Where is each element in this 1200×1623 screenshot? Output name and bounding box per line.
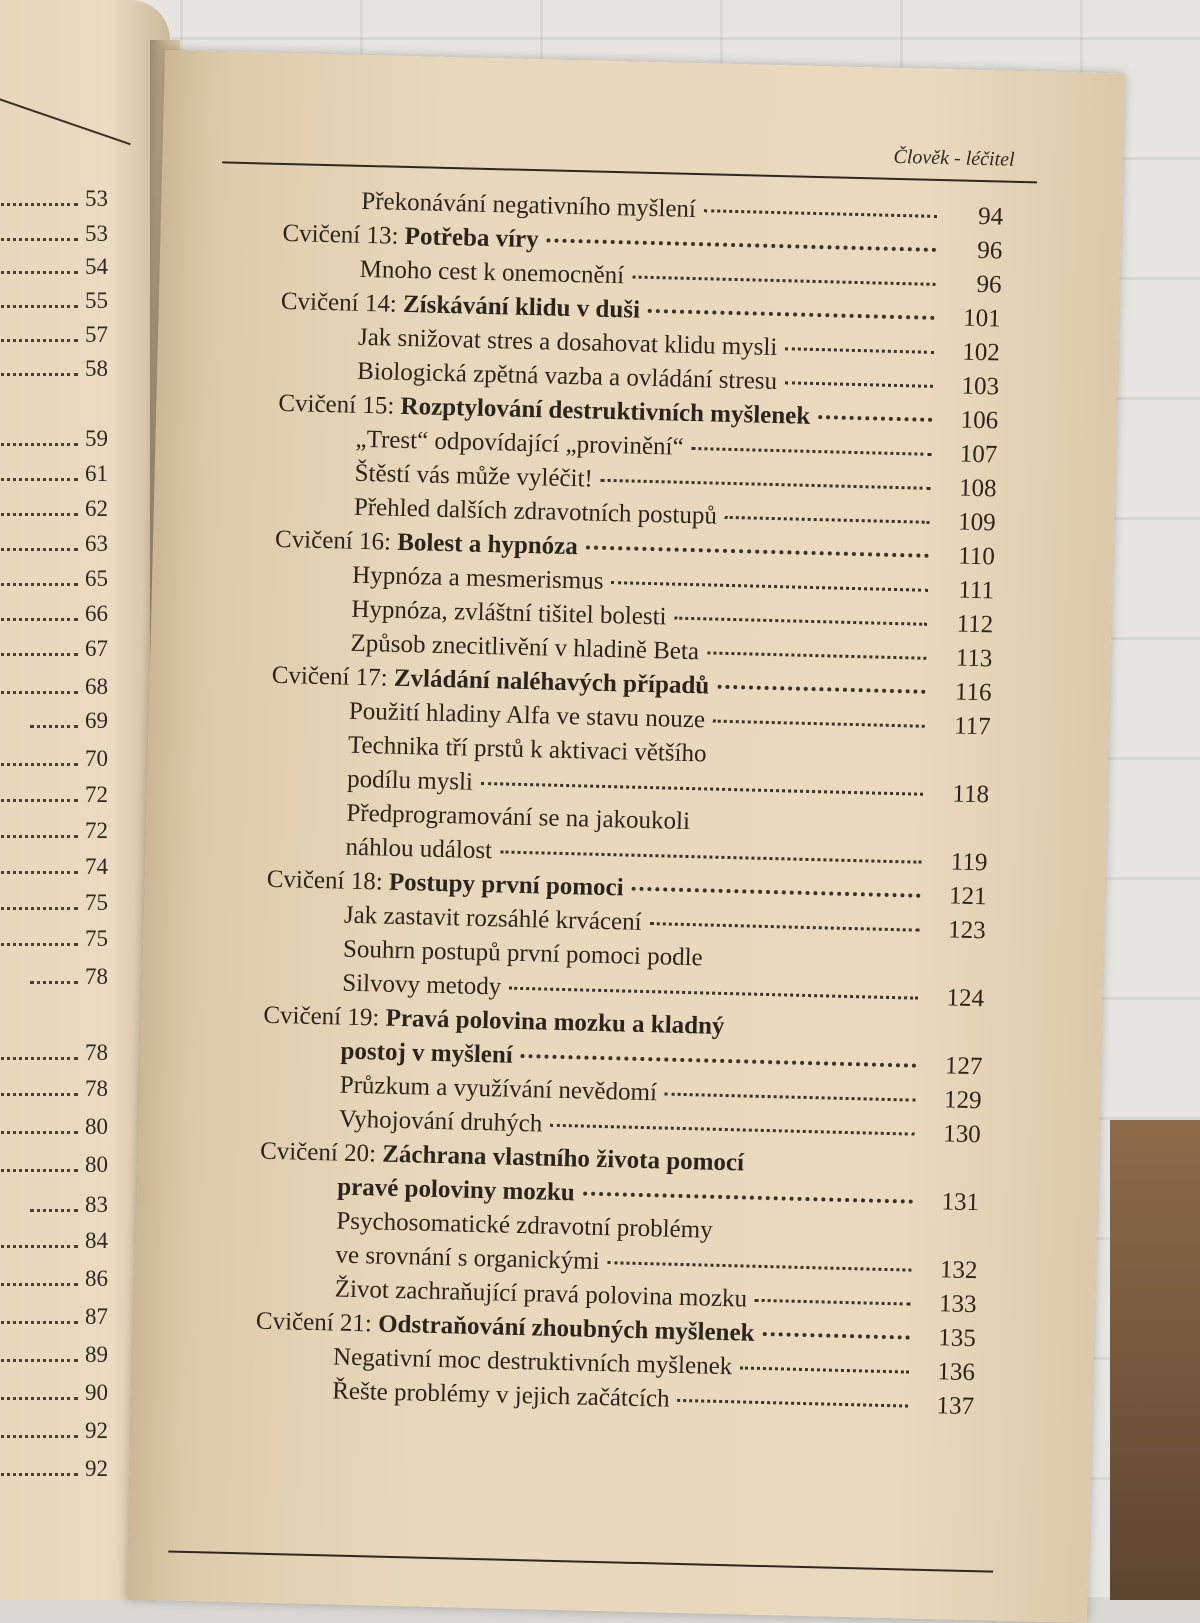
page-number: 106 <box>960 406 999 435</box>
dot-leader <box>0 238 78 241</box>
page-number: 96 <box>976 270 1002 299</box>
page-number: 96 <box>977 236 1003 265</box>
page-number: 127 <box>944 1052 983 1081</box>
dot-leader <box>0 1283 78 1286</box>
dot-leader <box>0 271 78 274</box>
left-entry <box>0 248 130 280</box>
dot-leader <box>0 1397 78 1400</box>
dot-leader <box>500 850 921 863</box>
exercise-number: Cvičení 15: <box>278 389 401 420</box>
page-number <box>920 1175 980 1176</box>
left-entry-page-number: 58 <box>85 356 108 381</box>
left-entry-page-number: 78 <box>85 964 108 989</box>
toc-entry-label: Překonávání negativního myšlení <box>361 187 697 224</box>
page-number <box>923 1039 983 1040</box>
left-entry <box>0 1222 130 1254</box>
page-number: 131 <box>941 1188 980 1217</box>
toc-entry-label: Vyhojování druhých <box>338 1105 543 1138</box>
dot-leader <box>732 1029 917 1034</box>
footer-rule <box>168 1551 993 1573</box>
exercise-title: Postupy první pomoci <box>388 868 624 902</box>
dot-leader <box>0 871 78 874</box>
toc-entry-label: Přehled dalších zdravotních postupů <box>353 493 718 530</box>
page-number <box>925 971 985 972</box>
page-number: 101 <box>962 304 1002 333</box>
toc-entry-label: Mnoho cest k onemocnění <box>359 255 625 290</box>
left-entry <box>0 1186 130 1218</box>
left-entry-page-number: 75 <box>85 890 108 915</box>
page-number: 119 <box>950 848 988 877</box>
dot-leader <box>0 1321 78 1324</box>
dot-leader <box>0 653 78 656</box>
exercise-title: postoj v myšlení <box>340 1037 514 1069</box>
left-entry <box>0 702 130 734</box>
page-number: 94 <box>977 202 1004 231</box>
left-entry <box>0 884 130 916</box>
left-entry <box>0 316 130 348</box>
dot-leader <box>30 981 78 984</box>
left-entry-page-number: 72 <box>85 818 108 843</box>
left-entry-page-number: 75 <box>85 926 108 951</box>
dot-leader <box>0 1169 78 1172</box>
page-number: 107 <box>959 440 998 469</box>
page-number: 124 <box>946 984 985 1013</box>
exercise-title: Zvládání naléhavých případů <box>393 664 710 700</box>
left-entry-page-number: 65 <box>85 566 108 591</box>
left-entry-page-number: 84 <box>85 1228 108 1253</box>
exercise-number: Cvičení 18: <box>266 865 390 896</box>
left-entry-page-number: 66 <box>85 601 108 626</box>
dot-leader <box>0 618 78 621</box>
dot-leader <box>0 513 78 516</box>
exercise-number: Cvičení 17: <box>271 661 395 692</box>
exercise-title: Záchrana vlastního života pomocí <box>381 1140 745 1177</box>
dot-leader <box>0 763 78 766</box>
exercise-title: Bolest a hypnóza <box>396 528 579 561</box>
exercise-title: Rozptylování destruktivních myšlenek <box>400 392 811 430</box>
toc-entry-label <box>340 1035 513 1073</box>
dot-leader <box>0 548 78 551</box>
dot-leader <box>713 720 925 728</box>
dot-leader <box>509 987 918 1000</box>
left-entry <box>0 776 130 808</box>
page-number: 130 <box>942 1120 982 1149</box>
toc-entry-label: Negativní moc destruktivních myšlenek <box>332 1343 733 1381</box>
exercise-title: Pravá polovina mozku a kladný <box>385 1004 725 1040</box>
left-entry <box>0 848 130 880</box>
toc-entry-label: Použití hladiny Alfa ve stavu nouze <box>348 697 706 734</box>
toc-entry-label: podílu mysli <box>346 765 474 796</box>
page-number: 133 <box>938 1290 977 1319</box>
dot-leader <box>632 887 921 898</box>
dot-leader <box>740 1366 909 1373</box>
dot-leader <box>0 943 78 946</box>
exercise-number: Cvičení 16: <box>274 525 398 556</box>
dot-leader <box>0 835 78 838</box>
dot-leader <box>0 305 78 308</box>
dot-leader <box>0 339 78 342</box>
dot-leader <box>608 1261 912 1271</box>
dot-leader <box>707 651 926 659</box>
dot-leader <box>0 691 78 694</box>
toc-entry-label: Biologická zpětná vazba a ovládání stresu <box>356 357 778 396</box>
left-entry <box>0 1298 130 1330</box>
page-number <box>930 767 990 768</box>
left-entry <box>0 630 130 662</box>
page-number: 129 <box>943 1086 982 1115</box>
dot-leader <box>547 238 937 252</box>
left-entry <box>0 490 130 522</box>
left-entry-page-number: 57 <box>85 322 108 347</box>
dot-leader <box>692 447 932 456</box>
toc-entry-label: Hypnóza, zvláštní tišitel bolesti <box>351 595 667 631</box>
toc-entry-label: Souhrn postupů první pomoci podle <box>342 935 704 972</box>
left-entry <box>0 1070 130 1102</box>
dot-leader <box>0 1359 78 1362</box>
toc-entry-label: Hypnóza a mesmerismus <box>351 561 604 595</box>
dot-leader <box>752 1166 914 1170</box>
right-page <box>127 50 1125 1623</box>
left-entry-page-number: 78 <box>85 1040 108 1065</box>
left-entry-page-number: 53 <box>85 221 108 246</box>
dot-leader <box>714 757 923 762</box>
left-entry <box>0 560 130 592</box>
dot-leader <box>0 1435 78 1438</box>
wooden-floor <box>1110 1120 1200 1600</box>
left-entry-page-number: 68 <box>85 674 108 699</box>
dot-leader <box>677 1399 908 1408</box>
dot-leader <box>0 1131 78 1134</box>
left-entry <box>0 812 130 844</box>
page-number: 118 <box>952 780 990 809</box>
page-number: 109 <box>957 508 997 537</box>
exercise-number: Cvičení 21: <box>255 1307 379 1338</box>
dot-leader <box>30 725 78 728</box>
left-entry-page-number: 53 <box>85 186 108 211</box>
left-entry-page-number: 74 <box>85 854 108 879</box>
dot-leader <box>0 373 78 376</box>
toc-entry-label: náhlou událost <box>345 833 493 865</box>
left-entry-page-number: 70 <box>85 746 108 771</box>
page-number: 110 <box>957 542 996 571</box>
exercise-number: Cvičení 20: <box>259 1137 383 1168</box>
dot-leader <box>0 1093 78 1096</box>
left-entry <box>0 215 130 247</box>
dot-leader <box>818 415 932 422</box>
page-number <box>918 1243 978 1244</box>
left-entry <box>0 455 130 487</box>
left-entry-page-number: 59 <box>85 426 108 451</box>
dot-leader <box>481 782 923 796</box>
exercise-number: Cvičení 19: <box>263 1001 386 1032</box>
toc-entry-label: Průzkum a využívání nevědomí <box>339 1071 658 1107</box>
exercise-number: Cvičení 13: <box>282 219 406 250</box>
dot-leader <box>0 443 78 446</box>
page-number: 137 <box>936 1392 975 1421</box>
left-entry <box>0 1108 130 1140</box>
left-entry <box>0 1336 130 1368</box>
page-number: 116 <box>954 678 992 707</box>
toc-entry-label: Jak zastavit rozsáhlé krvácení <box>343 901 642 936</box>
dot-leader <box>648 309 935 320</box>
left-entry-page-number: 87 <box>85 1304 108 1329</box>
dot-leader <box>601 479 931 490</box>
left-entry-page-number: 92 <box>85 1456 108 1481</box>
left-entry-page-number: 67 <box>85 636 108 661</box>
dot-leader <box>762 1332 909 1340</box>
toc-entry-label: Předprogramování se na jakoukoli <box>346 799 691 836</box>
dot-leader <box>721 1233 913 1238</box>
left-entry <box>0 420 130 452</box>
toc-entry-label: Štěstí vás může vyléčit! <box>354 459 594 493</box>
left-entry-page-number: 80 <box>85 1152 108 1177</box>
dot-leader <box>0 1245 78 1248</box>
toc-entry-label: Jak snižovat stres a dosahovat klidu mysli <box>357 323 778 362</box>
page-number: 117 <box>953 712 992 741</box>
dot-leader <box>698 824 922 829</box>
left-entry-page-number: 90 <box>85 1380 108 1405</box>
page-number: 103 <box>961 372 1000 401</box>
page-number: 102 <box>962 338 1001 367</box>
dot-leader <box>755 1299 911 1306</box>
left-entry-page-number: 63 <box>85 531 108 556</box>
table-of-contents <box>254 183 1004 1424</box>
left-entry <box>0 1374 130 1406</box>
dot-leader <box>521 1054 917 1068</box>
page-number: 108 <box>958 474 997 503</box>
dot-leader <box>0 907 78 910</box>
toc-entry-label: Život zachraňující pravá polovina mozku <box>334 1275 748 1313</box>
page-number: 135 <box>937 1324 977 1353</box>
dot-leader <box>0 478 78 481</box>
page-number: 132 <box>939 1256 978 1285</box>
dot-leader <box>704 209 937 218</box>
dot-leader <box>0 1057 78 1060</box>
dot-leader <box>0 799 78 802</box>
left-entry-page-number: 86 <box>85 1266 108 1291</box>
dot-leader <box>0 583 78 586</box>
exercise-number: Cvičení 14: <box>280 287 404 318</box>
left-entry <box>0 740 130 772</box>
dot-leader <box>586 545 929 557</box>
page-number: 111 <box>958 576 995 605</box>
toc-entry-label: Silvovy metody <box>341 969 502 1001</box>
dot-leader <box>30 1209 78 1212</box>
left-entry-page-number: 89 <box>85 1342 108 1367</box>
exercise-title: Získávání klidu v duši <box>402 290 641 324</box>
left-entry <box>0 1146 130 1178</box>
exercise-title: Potřeba víry <box>404 222 540 254</box>
dot-leader <box>632 275 935 285</box>
page-number <box>928 835 988 836</box>
left-entry <box>0 282 130 314</box>
left-header-rule <box>0 88 131 145</box>
dot-leader <box>717 685 925 694</box>
toc-entry-label: Technika tří prstů k aktivaci většího <box>347 731 707 768</box>
toc-entry-label: Psychosomatické zdravotní problémy <box>336 1207 713 1244</box>
left-entry-page-number: 54 <box>85 254 108 279</box>
left-entry-page-number: 80 <box>85 1114 108 1139</box>
dot-leader <box>674 617 927 626</box>
dot-leader <box>583 1192 913 1204</box>
dot-leader <box>665 1093 916 1102</box>
left-entry-page-number: 72 <box>85 782 108 807</box>
toc-entry-label: „Trest“ odpovídající „provinění“ <box>355 425 684 461</box>
toc-entry-label: Řešte problémy v jejich začátcích <box>331 1377 670 1413</box>
page-number: 123 <box>947 916 987 945</box>
left-entry <box>0 1450 130 1482</box>
exercise-title: pravé poloviny mozku <box>336 1173 576 1207</box>
page-number: 121 <box>948 882 987 911</box>
page-number: 112 <box>956 610 994 639</box>
left-entry <box>0 1260 130 1292</box>
left-entry <box>0 525 130 557</box>
left-entry <box>0 1034 130 1066</box>
page-number: 113 <box>955 644 993 673</box>
left-entry <box>0 1412 130 1444</box>
dot-leader <box>711 961 919 966</box>
toc-entry-label <box>282 217 539 257</box>
dot-leader <box>550 1124 915 1136</box>
left-entry-page-number: 62 <box>85 496 108 521</box>
running-head: Člověk - léčitel <box>893 145 1015 171</box>
toc-entry-label: Způsob znecitlivění v hladině Beta <box>350 629 700 666</box>
dot-leader <box>785 381 933 388</box>
dot-leader <box>611 581 928 592</box>
toc-entry-label: ve srovnání s organickými <box>335 1241 600 1275</box>
dot-leader <box>785 347 934 354</box>
left-entry-page-number: 78 <box>85 1076 108 1101</box>
dot-leader <box>0 203 78 206</box>
left-entry <box>0 668 130 700</box>
left-entry-page-number: 61 <box>85 461 108 486</box>
left-entry <box>0 595 130 627</box>
left-entry <box>0 920 130 952</box>
left-entry <box>0 350 130 382</box>
dot-leader <box>725 516 930 524</box>
toc-entry-label <box>337 1171 575 1211</box>
left-entry-page-number: 69 <box>85 708 108 733</box>
left-entry-page-number: 55 <box>85 288 108 313</box>
left-entry-page-number: 92 <box>85 1418 108 1443</box>
left-entry <box>0 180 130 212</box>
exercise-title: Odstraňování zhoubných myšlenek <box>377 1310 755 1347</box>
left-entry <box>0 958 130 990</box>
page-number: 136 <box>937 1358 976 1387</box>
dot-leader <box>0 1473 78 1476</box>
dot-leader <box>650 922 920 932</box>
left-entry-page-number: 83 <box>85 1192 108 1217</box>
